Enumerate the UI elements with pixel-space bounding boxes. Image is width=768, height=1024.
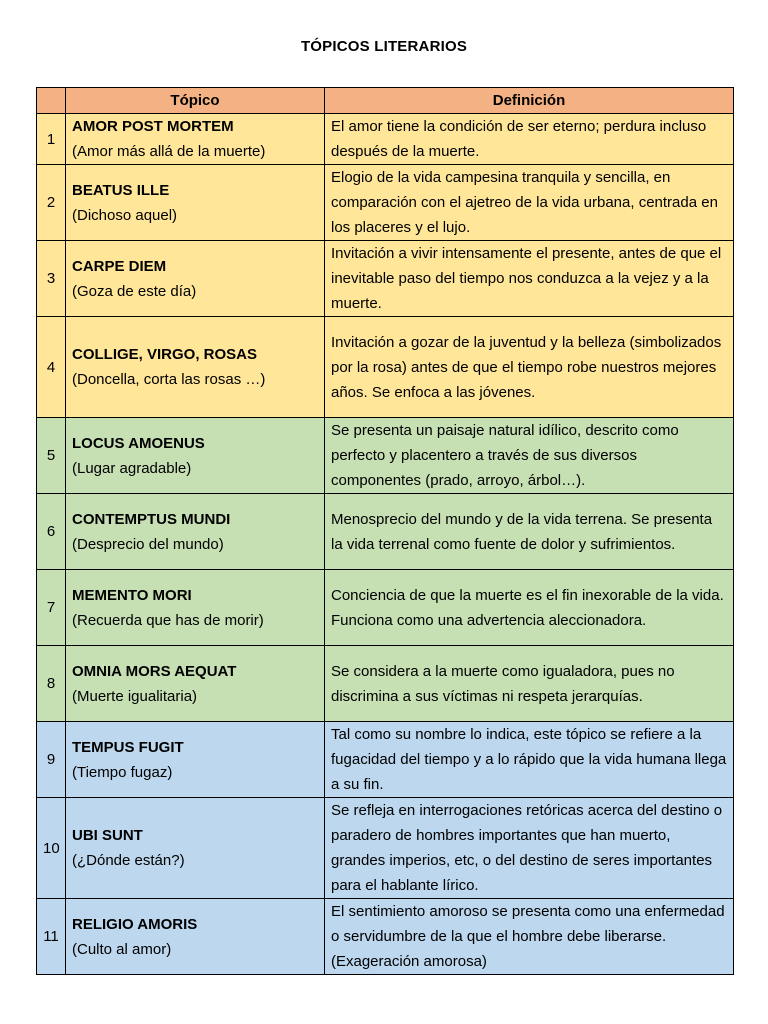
row-number: 5	[37, 418, 66, 494]
topic-definition: Se presenta un paisaje natural idílico, descrito como perfecto y placentero a través de sus diversos componentes (prado, arroyo, árbol…).	[325, 418, 734, 494]
header-definition: Definición	[325, 88, 734, 114]
topic-name: MEMENTO MORI	[72, 586, 192, 604]
topic-translation: (Recuerda que has de morir)	[72, 611, 264, 629]
table-row	[37, 114, 734, 165]
topic-definition: Se considera a la muerte como igualadora, pues no discrimina a sus víctimas ni respeta jerarquías.	[325, 646, 734, 722]
row-number: 9	[37, 722, 66, 798]
row-number: 3	[37, 241, 66, 317]
topic-name: BEATUS ILLE	[72, 181, 170, 199]
topic-translation: (¿Dónde están?)	[72, 852, 185, 869]
topic-name: AMOR POST MORTEM	[72, 118, 234, 135]
topic-definition: Conciencia de que la muerte es el fin inexorable de la vida. Funciona como una advertencia aleccionadora.	[325, 570, 734, 646]
topic-translation: (Amor más allá de la muerte)	[72, 143, 266, 160]
topic-name: TEMPUS FUGIT	[72, 738, 184, 756]
topic-translation: (Culto al amor)	[72, 940, 172, 958]
table-row	[37, 722, 734, 798]
topic-definition: Tal como su nombre lo indica, este tópico se refiere a la fugacidad del tiempo y a lo rápido que la vida humana llega a su fin.	[325, 722, 734, 798]
topic-cell	[66, 798, 325, 899]
table-row	[37, 241, 734, 317]
row-number: 10	[37, 798, 66, 899]
topic-translation: (Goza de este día)	[72, 282, 197, 300]
row-number: 8	[37, 646, 66, 722]
topic-cell	[66, 646, 325, 722]
header-number	[37, 88, 66, 114]
topic-name: UBI SUNT	[72, 827, 143, 844]
topic-cell	[66, 570, 325, 646]
topic-cell	[66, 899, 325, 975]
topic-definition: Se refleja en interrogaciones retóricas acerca del destino o paradero de hombres importantes que han muerto, grandes imperios, etc, o del destino de seres importantes para el hablante lírico.	[325, 798, 734, 899]
table-row	[37, 899, 734, 975]
row-number: 2	[37, 165, 66, 241]
table-row	[37, 646, 734, 722]
page-title: TÓPICOS LITERARIOS	[300, 38, 468, 55]
row-number: 1	[37, 114, 66, 165]
topic-translation: (Doncella, corta las rosas …)	[72, 371, 266, 388]
topic-cell	[66, 418, 325, 494]
topic-cell	[66, 317, 325, 418]
topic-translation: (Muerte igualitaria)	[72, 687, 198, 705]
topic-definition: Invitación a vivir intensamente el presente, antes de que el inevitable paso del tiempo nos conduzca a la vejez y a la muerte.	[325, 241, 734, 317]
table-row	[37, 418, 734, 494]
header-row	[37, 88, 734, 114]
topics-table	[36, 87, 734, 975]
table-row	[37, 165, 734, 241]
table-row	[37, 317, 734, 418]
row-number: 6	[37, 494, 66, 570]
topic-translation: (Desprecio del mundo)	[72, 535, 224, 553]
topic-name: CARPE DIEM	[72, 257, 167, 275]
topic-translation: (Lugar agradable)	[72, 459, 192, 477]
topic-cell	[66, 241, 325, 317]
header-topic: Tópico	[66, 88, 325, 114]
topic-cell	[66, 722, 325, 798]
topic-name: LOCUS AMOENUS	[72, 434, 205, 452]
topic-definition: El sentimiento amoroso se presenta como una enfermedad o servidumbre de la que el hombre debe liberarse. (Exageración amorosa)	[325, 899, 734, 975]
topic-cell	[66, 494, 325, 570]
row-number: 11	[37, 899, 66, 975]
topic-definition: Elogio de la vida campesina tranquila y sencilla, en comparación con el ajetreo de la vida urbana, centrada en los placeres y el lujo.	[325, 165, 734, 241]
topic-translation: (Dichoso aquel)	[72, 206, 178, 224]
table-row	[37, 570, 734, 646]
topic-definition: Menosprecio del mundo y de la vida terrena. Se presenta la vida terrenal como fuente de dolor y sufrimientos.	[325, 494, 734, 570]
table-row	[37, 798, 734, 899]
topic-name: CONTEMPTUS MUNDI	[72, 510, 231, 528]
topic-name: RELIGIO AMORIS	[72, 915, 198, 933]
table-row	[37, 494, 734, 570]
topic-cell	[66, 114, 325, 165]
topic-name: OMNIA MORS AEQUAT	[72, 662, 237, 680]
row-number: 4	[37, 317, 66, 418]
row-number: 7	[37, 570, 66, 646]
topic-definition: El amor tiene la condición de ser eterno; perdura incluso después de la muerte.	[325, 114, 734, 165]
topic-translation: (Tiempo fugaz)	[72, 763, 173, 781]
topic-cell	[66, 165, 325, 241]
topic-name: COLLIGE, VIRGO, ROSAS	[72, 346, 258, 363]
topic-definition: Invitación a gozar de la juventud y la belleza (simbolizados por la rosa) antes de que el tiempo robe nuestros mejores años. Se enfoca a las jóvenes.	[325, 317, 734, 418]
